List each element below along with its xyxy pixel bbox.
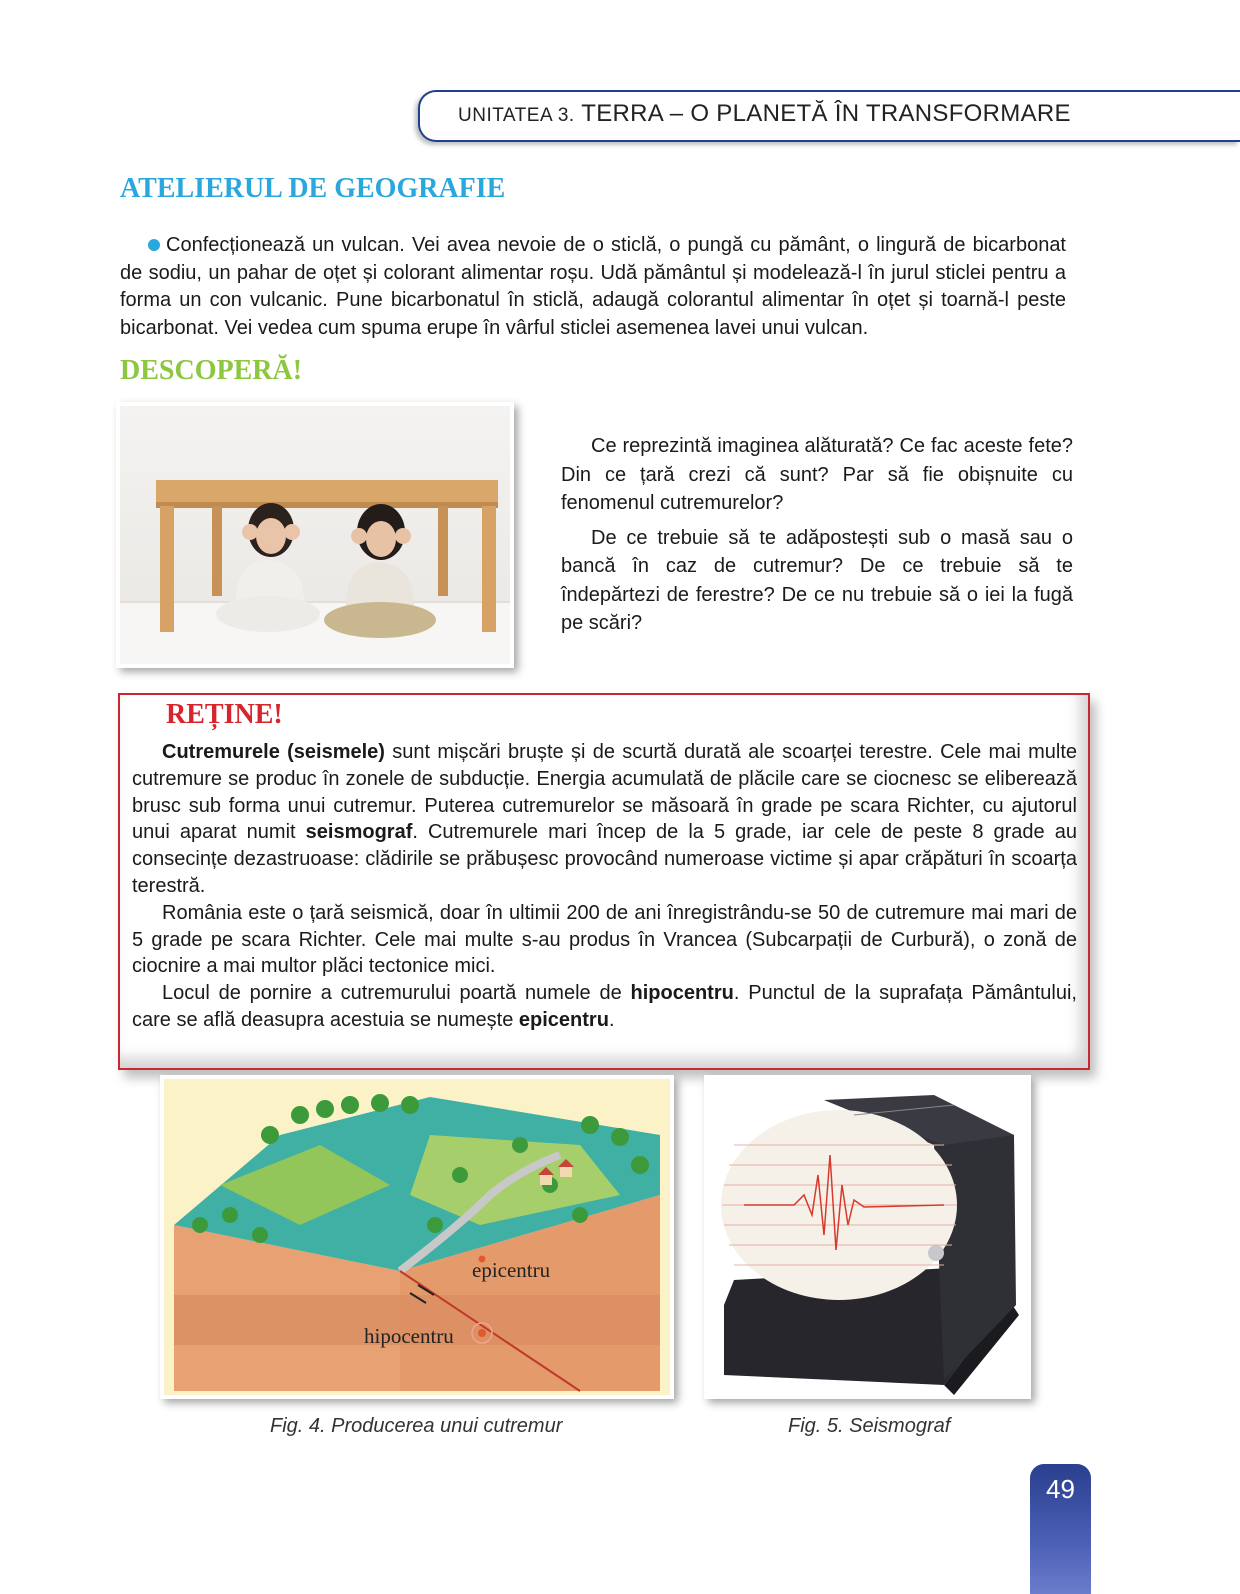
atelier-title: ATELIERUL DE GEOGRAFIE xyxy=(120,173,506,204)
seismograph-figure xyxy=(704,1075,1031,1399)
unit-number: UNITATEA 3. xyxy=(458,105,575,126)
hipocentru-label: hipocentru xyxy=(364,1324,454,1348)
term-cutremure: Cutremurele (seismele) xyxy=(162,741,385,763)
retine-box xyxy=(118,693,1090,1070)
retine-paragraph-1 xyxy=(132,739,1077,900)
earthquake-drill-photo xyxy=(116,402,514,668)
term-epicentru: epicentru xyxy=(518,1008,609,1031)
descopera-question-1: Ce reprezintă imaginea alăturată? Ce fac aceste fete? Din ce țară crezi că sunt? Par să fie obișnuite cu fenomenul cutremurelor? xyxy=(561,435,1073,514)
descopera-questions xyxy=(561,432,1073,644)
unit-header xyxy=(418,90,1240,142)
retine-p1-text-a: sunt mișcări bruște și de scurtă durată ale scoarței terestre. Cele mai multe cutremure se produc în zonele de subducție. Energia acumulată de plăcile care se ciocnesc se eliberează brusc sub forma unui cutremur. Puterea cutremurelor se măsoară în grade pe scara Richter, cu ajutorul unui aparat numit xyxy=(132,741,1077,844)
atelier-text: Confecționează un vulcan. Vei avea nevoie de o sticlă, o pungă cu pământ, o lingură de bicarbonat de sodiu, un pahar de oțet și colorant alimentar roșu. Udă pământul și modelează-l în jurul sticlei pentru a forma un con vulcanic. Pune bicarbonatul în sticlă, adaugă colorantul alimentar în oțet și toarnă-l peste bicarbonat. Vei vedea cum spuma erupe în vârful sticlei asemenea lavei unui vulcan. xyxy=(120,234,1066,339)
page-number: 49 xyxy=(1030,1464,1091,1594)
retine-title: REȚINE! xyxy=(166,699,283,730)
retine-p3-text-a: Locul de pornire a cutremurului poartă numele de xyxy=(162,982,631,1005)
retine-p3-text-b: . Punctul de la suprafața Pământului, care se află deasupra acestuia se numește xyxy=(132,982,1077,1031)
retine-paragraph-2: România este o țară seismică, doar în ultimii 200 de ani înregistrându-se 50 de cutremure mai mari de 5 grade pe scara Richter. Cele mai multe s-au produs în Vrancea (Subcarpații de Curbură), o zonă de ciocnire a mai multor plăci tectonice mici. xyxy=(132,901,1077,978)
earthquake-diagram-figure xyxy=(160,1075,674,1399)
term-seismograf: seismograf xyxy=(305,821,413,844)
retine-p3-text-c: . xyxy=(608,1008,615,1031)
term-hipocentru: hipocentru xyxy=(630,982,734,1005)
unit-header-text xyxy=(458,100,1071,128)
bullet-icon xyxy=(148,239,160,251)
fig5-caption: Fig. 5. Seismograf xyxy=(788,1415,951,1437)
descopera-title: DESCOPERĂ! xyxy=(120,355,303,386)
seismograph-illustration xyxy=(704,1075,1031,1399)
descopera-question-2: De ce trebuie să te adăpostești sub o masă sau o bancă în caz de cutremur? De ce trebuie să te îndepărtezi de ferestre? De ce nu trebuie să o iei la fugă pe scări? xyxy=(561,526,1073,634)
retine-body xyxy=(132,739,1077,1034)
retine-paragraph-3 xyxy=(132,980,1077,1034)
retine-p1-text-b: . Cutremurele mari încep de la 5 grade, iar cele de peste 8 grade au consecințe dezastruoase: clădirile se prăbușesc provocând numeroase victime și apar crăpături în scoarța terestră. xyxy=(132,821,1077,897)
earthquake-block-diagram xyxy=(160,1075,674,1399)
girls-under-table-illustration xyxy=(116,402,514,668)
epicentru-label: epicentru xyxy=(472,1258,551,1282)
unit-title: TERRA – O PLANETĂ ÎN TRANSFORMARE xyxy=(581,100,1071,127)
fig4-caption: Fig. 4. Producerea unui cutremur xyxy=(270,1415,563,1437)
atelier-paragraph xyxy=(120,232,1066,342)
